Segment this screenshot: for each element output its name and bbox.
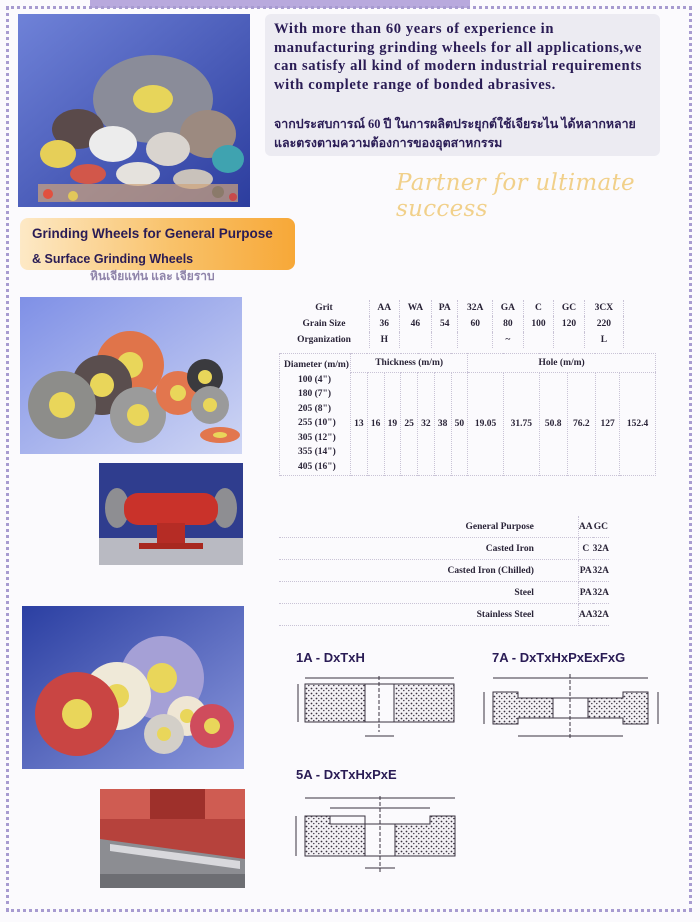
diameter-value: 305 (12") <box>298 432 336 443</box>
table-cell: 220 <box>584 316 623 332</box>
table-cell: 36 <box>370 316 400 332</box>
table-cell: 100 <box>523 316 554 332</box>
grit-b: 32A <box>593 560 609 582</box>
table-cell: 80 <box>493 316 524 332</box>
table-cell <box>432 332 458 348</box>
diameter-value: 100 (4") <box>298 374 331 385</box>
diagram-7a-drawing <box>478 670 668 746</box>
general-wheels-photo <box>20 297 242 454</box>
intro-english-text: With more than 60 years of experience in manufacturing grinding wheels for all applications,we can satisfy all kind of modern industrial requirements with complete range of bonded abrasives. <box>274 21 643 93</box>
table-cell: 3CX <box>584 300 623 316</box>
grit-b: GC <box>593 516 609 538</box>
diameter-value: 355 (14") <box>298 447 336 457</box>
grit-table <box>279 300 624 348</box>
large-wheels-photo <box>22 606 244 769</box>
thickness-value: 16 <box>367 373 384 476</box>
product-assortment-photo <box>18 14 250 207</box>
section-thai-title: หินเจียแท่น และ เจียราบ <box>90 269 215 283</box>
diameter-value: 255 (10") <box>298 418 336 428</box>
hole-value: 50.8 <box>539 373 567 476</box>
diameter-header: Diameter (m/m) <box>284 360 349 370</box>
diameter-value: 180 (7") <box>298 389 331 399</box>
application-name: Casted Iron (Chilled) <box>279 560 578 582</box>
table-cell: GA <box>493 300 524 316</box>
grit-a: AA <box>578 604 592 626</box>
grit-a: AA <box>578 516 592 538</box>
table-cell: 54 <box>432 316 458 332</box>
thickness-value: 13 <box>351 373 368 476</box>
hole-value: 76.2 <box>567 373 595 476</box>
thickness-value: 25 <box>401 373 418 476</box>
table-cell: 120 <box>554 316 585 332</box>
hole-value: 19.05 <box>468 373 504 476</box>
table-row <box>279 538 609 560</box>
hole-value: 31.75 <box>503 373 539 476</box>
thickness-header: Thickness (m/m) <box>351 354 468 373</box>
application-name: Steel <box>279 582 578 604</box>
hole-header: Hole (m/m) <box>468 354 656 373</box>
application-name: Stainless Steel <box>279 604 578 626</box>
table-cell: L <box>584 332 623 348</box>
row-label: Organization <box>279 332 370 348</box>
diagram-1a-drawing <box>290 672 460 744</box>
table-row <box>280 354 656 373</box>
table-cell: H <box>370 332 400 348</box>
thickness-value: 32 <box>418 373 435 476</box>
diagram-5a-drawing <box>290 790 470 880</box>
diameter-value: 205 (8") <box>298 403 331 414</box>
table-row <box>279 582 609 604</box>
surface-grinder-photo <box>100 789 245 888</box>
application-name: Casted Iron <box>279 538 578 560</box>
table-row <box>279 604 609 626</box>
row-label: Grain Size <box>279 316 370 332</box>
table-cell: 46 <box>399 316 432 332</box>
table-cell: GC <box>554 300 585 316</box>
table-cell: 32A <box>458 300 493 316</box>
table-cell <box>458 332 493 348</box>
hole-value: 152.4 <box>620 373 656 476</box>
table-cell: AA <box>370 300 400 316</box>
diameter-column <box>280 354 351 476</box>
grit-a: C <box>578 538 592 560</box>
application-name: General Purpose <box>279 516 578 538</box>
hole-value: 127 <box>595 373 619 476</box>
size-table <box>279 353 656 476</box>
table-cell <box>523 332 554 348</box>
tagline: Partner for ultimate success <box>396 170 635 222</box>
table-cell: C <box>523 300 554 316</box>
grit-b: 32A <box>593 604 609 626</box>
section-title: Grinding Wheels for General Purpose <box>32 226 273 241</box>
grit-a: PA <box>578 560 592 582</box>
thickness-value: 19 <box>384 373 401 476</box>
table-cell: ~ <box>493 332 524 348</box>
table-row <box>279 560 609 582</box>
table-row <box>279 316 624 332</box>
table-cell: WA <box>399 300 432 316</box>
diagram-7a-label: 7A - DxTxHxPxExFxG <box>492 650 626 665</box>
section-subtitle: & Surface Grinding Wheels <box>32 252 194 266</box>
thickness-value: 50 <box>451 373 468 476</box>
thickness-value: 38 <box>434 373 451 476</box>
table-cell <box>554 332 585 348</box>
table-row <box>279 516 609 538</box>
grit-b: 32A <box>593 582 609 604</box>
grit-a: PA <box>578 582 592 604</box>
bench-grinder-photo <box>99 463 243 565</box>
intro-thai-text: จากประสบการณ์ 60 ปี ในการผลิตประยุกต์ใช้เจียระไน ได้หลากหลาย และตรงตามความต้องการของอุตสาหกรรม <box>274 117 636 150</box>
table-cell <box>399 332 432 348</box>
diagram-5a-label: 5A - DxTxHxPxE <box>296 767 397 782</box>
table-cell: PA <box>432 300 458 316</box>
diagram-1a-label: 1A - DxTxH <box>296 650 365 665</box>
table-row <box>279 332 624 348</box>
diameter-value: 405 (16") <box>298 461 336 472</box>
grit-b: 32A <box>593 538 609 560</box>
table-row <box>279 300 624 316</box>
row-label: Grit <box>279 300 370 316</box>
application-table <box>279 516 609 626</box>
table-cell: 60 <box>458 316 493 332</box>
